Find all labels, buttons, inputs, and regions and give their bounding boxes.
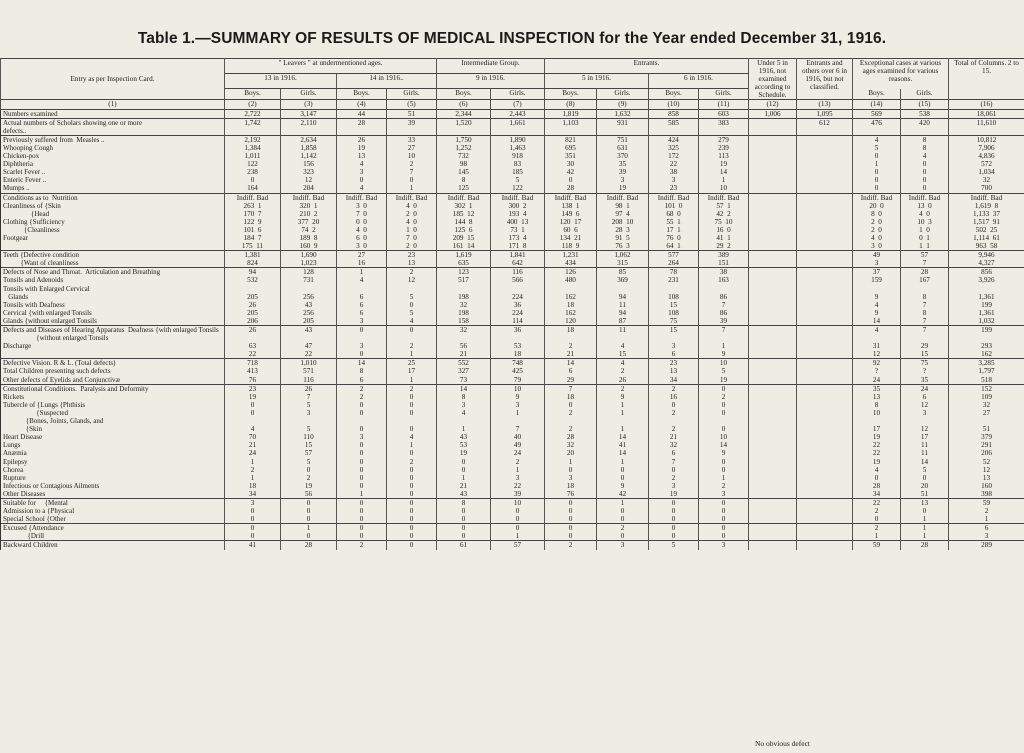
table-cell: 0 1 — [491, 524, 545, 541]
row-label: Conditions as to Nutrition Cleanliness of {Skin {Head Clothing {Sufficiency {Cleanliness Footgear — [1, 193, 225, 251]
table-cell: Indiff. Bad 20 0 8 0 2 0 2 0 4 0 3 0 — [853, 193, 901, 251]
table-cell: 389 151 — [699, 251, 749, 268]
header-boys: Boys. — [337, 89, 387, 100]
table-cell: 538 — [901, 109, 949, 118]
table-cell: 2 — [337, 541, 387, 550]
header-age-5: 5 in 1916. — [545, 74, 649, 89]
table-cell: 7 29 15 — [901, 326, 949, 359]
header-age-6: 6 in 1916. — [649, 74, 749, 89]
table-cell: 36 53 18 — [491, 326, 545, 359]
table-cell: 128 731 256 43 256 205 — [281, 268, 337, 326]
table-cell: 858 — [649, 109, 699, 118]
table-cell: 603 — [699, 109, 749, 118]
table-cell: 1,742 — [225, 118, 281, 135]
table-cell: 3,285 1,797 518 — [949, 359, 1024, 384]
table-cell: 18,061 — [949, 109, 1024, 118]
table-cell: 0 0 — [225, 524, 281, 541]
table-row — [1, 541, 1024, 550]
row-label: Suitable for {Mental Admission to a {Physical Special School {Other — [1, 498, 225, 523]
table-cell: 2,344 — [437, 109, 491, 118]
table-cell: 0 2 1 — [387, 326, 437, 359]
table-cell: 0 0 0 — [699, 498, 749, 523]
row-label: Backward Children — [1, 541, 225, 550]
header-boys: Boys. — [853, 89, 901, 100]
table-cell: 0 2 0 0 0 10 14 9 0 0 1 2 3 — [699, 384, 749, 498]
row-label: Constitutional Conditions. Paralysis and Deformity Rickets Tubercle of {Lungs {Phthisis {Suspected {Bones, Joints, Glands, and {Skin Heart Disease Lungs Anæmia Epilepsy Chorea Rupture Infectious or Contagious Ailments Other Diseases — [1, 384, 225, 498]
table-row — [1, 384, 1024, 498]
row-label: Excused {Attendance {Drill — [1, 524, 225, 541]
table-cell: 116 566 224 36 224 114 — [491, 268, 545, 326]
table-cell: 10 5 19 — [699, 359, 749, 384]
table-row — [1, 498, 1024, 523]
table-cell: 32 56 21 — [437, 326, 491, 359]
table-row — [1, 135, 1024, 193]
table-cell: 1,520 — [437, 118, 491, 135]
header-girls: Girls. — [699, 89, 749, 100]
header-total: Total of Columns. 2 to 15. — [949, 59, 1024, 100]
table-cell: 22 2 0 — [853, 498, 901, 523]
table-cell: 383 — [699, 118, 749, 135]
header-col-num: (5) — [387, 100, 437, 109]
table-cell — [749, 251, 797, 268]
table-cell: 199 293 162 — [949, 326, 1024, 359]
table-cell: Indiff. Bad 57 1 42 2 75 10 16 0 41 1 29 2 — [699, 193, 749, 251]
table-cell: 4 2 26 — [597, 359, 649, 384]
table-cell: 821 695 351 30 42 0 28 — [545, 135, 597, 193]
table-cell: 612 — [797, 118, 853, 135]
table-cell: 2 16 0 2 2 21 32 6 7 0 2 3 19 — [649, 384, 699, 498]
table-cell: 126 480 162 18 162 120 — [545, 268, 597, 326]
table-cell: 37 159 9 4 9 14 — [853, 268, 901, 326]
table-cell: 11,610 — [949, 118, 1024, 135]
table-cell: 28 — [901, 541, 949, 550]
table-row — [1, 118, 1024, 135]
table-row — [1, 326, 1024, 359]
table-cell: 2 0 — [597, 524, 649, 541]
header-col-num: (16) — [949, 100, 1024, 109]
table-cell: 3 — [699, 541, 749, 550]
row-label: Previously suffered from Measles .. Whooping Cough Chicken-pox Diphtheria Scarlet Fever .. Enteric Fever .. Mumps .. — [1, 135, 225, 193]
header-entrants: Entrants. — [545, 59, 749, 74]
table-cell — [797, 193, 853, 251]
header-leavers: " Leavers " at undermentioned ages. — [225, 59, 437, 74]
table-cell: Indiff. Bad 320 1 210 2 377 20 74 2 189 8 160 9 — [281, 193, 337, 251]
table-cell: 2,443 — [491, 109, 545, 118]
header-girls: Girls. — [597, 89, 649, 100]
table-cell: 0 3 0 — [337, 326, 387, 359]
table-cell: 18 2 21 — [545, 326, 597, 359]
table-cell: 1,010 571 116 — [281, 359, 337, 384]
table-cell: 1 1 — [901, 524, 949, 541]
header-col-num: (7) — [491, 100, 545, 109]
table-cell: 1,750 1,252 732 98 145 8 125 — [437, 135, 491, 193]
header-girls: Girls. — [901, 89, 949, 100]
table-cell: 23 13 34 — [649, 359, 699, 384]
table-cell: 1,103 — [545, 118, 597, 135]
table-cell: 1,632 — [597, 109, 649, 118]
table-cell: 10 0 0 — [491, 498, 545, 523]
header-under5: Under 5 in 1916, not examined according to Schedule. — [749, 59, 797, 100]
header-boys: Boys. — [545, 89, 597, 100]
row-label: Numbers examined — [1, 109, 225, 118]
table-cell: 2 2 0 0 0 3 0 0 0 0 0 0 1 — [337, 384, 387, 498]
table-cell: 57 — [491, 541, 545, 550]
table-cell: 4 5 0 1 0 0 0 — [853, 135, 901, 193]
table-row — [1, 268, 1024, 326]
table-cell: Indiff. Bad 4 0 2 0 4 0 1 0 7 0 2 0 — [387, 193, 437, 251]
table-cell: 569 — [853, 109, 901, 118]
table-cell: Indiff. Bad 302 1 185 12 144 8 125 6 209 15 161 14 — [437, 193, 491, 251]
table-cell: 28 — [281, 541, 337, 550]
table-cell: 931 — [597, 118, 649, 135]
table-cell: 123 517 198 32 198 158 — [437, 268, 491, 326]
table-cell: 27 16 — [337, 251, 387, 268]
table-cell: 1 0 0 — [597, 498, 649, 523]
table-cell: 5 — [649, 541, 699, 550]
table-cell: 28 167 8 7 8 7 — [901, 268, 949, 326]
table-cell: 577 264 — [649, 251, 699, 268]
header-col-num: (11) — [699, 100, 749, 109]
table-cell: 7 18 0 2 2 28 32 20 1 0 3 18 76 — [545, 384, 597, 498]
table-cell — [749, 541, 797, 550]
table-cell: 1 4 6 6 6 3 — [337, 268, 387, 326]
table-cell: 49 3 — [853, 251, 901, 268]
table-cell — [749, 359, 797, 384]
table-cell: 8 8 4 0 0 0 0 — [901, 135, 949, 193]
table-cell: 0 0 0 — [387, 498, 437, 523]
header-col-num: (3) — [281, 100, 337, 109]
table-row — [1, 109, 1024, 118]
header-col-num: (6) — [437, 100, 491, 109]
table-cell: 26 19 13 4 3 0 4 — [337, 135, 387, 193]
table-cell — [797, 541, 853, 550]
table-cell: 85 369 94 11 94 87 — [597, 268, 649, 326]
table-cell: 2 — [545, 541, 597, 550]
header-age-9: 9 in 1916. — [437, 74, 545, 89]
table-cell: 0 0 0 — [545, 498, 597, 523]
table-cell: 10 9 3 1 7 40 49 24 2 1 3 22 39 — [491, 384, 545, 498]
table-cell: 751 631 370 35 39 3 19 — [597, 135, 649, 193]
header-col-num: (4) — [337, 100, 387, 109]
table-cell: 3 0 0 — [225, 498, 281, 523]
table-cell: 0 0 — [545, 524, 597, 541]
table-cell: 33 27 10 2 7 0 1 — [387, 135, 437, 193]
table-cell — [749, 118, 797, 135]
table-cell: 28 — [337, 118, 387, 135]
table-cell: Indiff. Bad 300 2 193 4 400 13 73 1 173 4 171 8 — [491, 193, 545, 251]
table-cell: 1,619 635 — [437, 251, 491, 268]
header-boys: Boys. — [649, 89, 699, 100]
table-cell: 2,192 1,384 1,011 122 238 0 164 — [225, 135, 281, 193]
table-cell: 15 3 6 — [649, 326, 699, 359]
table-row — [1, 193, 1024, 251]
header-col-num: (8) — [545, 100, 597, 109]
table-cell: 57 7 — [901, 251, 949, 268]
table-cell — [797, 326, 853, 359]
page-title: Table 1.—SUMMARY OF RESULTS OF MEDICAL INSPECTION for the Year ended December 31, 1916. — [137, 30, 887, 47]
table-cell — [797, 268, 853, 326]
header-col-num: (2) — [225, 100, 281, 109]
table-cell: 0 — [387, 541, 437, 550]
row-label: Defective Vision. R & L. (Total defects) Total Children presenting such defects Other defects of Eyelids and Conjunctivæ — [1, 359, 225, 384]
table-cell: 2 1 — [853, 524, 901, 541]
table-cell: 94 532 205 26 205 206 — [225, 268, 281, 326]
table-cell: 26 7 5 3 5 110 15 57 5 0 2 19 56 — [281, 384, 337, 498]
table-cell: 0 0 0 — [649, 498, 699, 523]
table-cell: 2 12 5 0 5 4 — [387, 268, 437, 326]
footnote: No obvious defect — [755, 739, 810, 748]
table-cell: 152 109 32 27 51 379 291 206 52 12 13 160 398 — [949, 384, 1024, 498]
header-age-13: 13 in 1916. — [225, 74, 337, 89]
summary-table — [0, 58, 1024, 748]
header-col-num: (10) — [649, 100, 699, 109]
table-cell: 856 3,926 1,361 199 1,361 1,032 — [949, 268, 1024, 326]
table-cell: 3,147 — [281, 109, 337, 118]
header-over6: Entrants and others over 6 in 1916, but not classified. — [797, 59, 853, 100]
table-cell: 2,110 — [281, 118, 337, 135]
table-cell: 1,661 — [491, 118, 545, 135]
header-exceptional: Exceptional cases at various ages examined for various reasons. — [853, 59, 949, 89]
table-cell: 3 — [597, 541, 649, 550]
row-label: Defects and Diseases of Hearing Apparatus Deafness {with enlarged Tonsils {without enlarged Tonsils Discharge — [1, 326, 225, 359]
table-cell: 6 3 — [949, 524, 1024, 541]
table-cell: 2 0 0 0 0 4 1 0 2 0 0 0 0 — [387, 384, 437, 498]
table-cell: 0 0 0 — [281, 498, 337, 523]
header-boys: Boys. — [225, 89, 281, 100]
table-cell: Indiff. Bad 98 1 97 4 208 10 28 3 91 5 76 3 — [597, 193, 649, 251]
row-label: Teeth {Defective condition {Want of cleanliness — [1, 251, 225, 268]
table-cell: 41 — [225, 541, 281, 550]
table-cell — [749, 193, 797, 251]
table-cell: 25 17 1 — [387, 359, 437, 384]
header-entry: Entry as per Inspection Card. — [70, 75, 155, 84]
table-cell: 92 ? 24 — [853, 359, 901, 384]
table-cell: 0 0 — [699, 524, 749, 541]
table-cell: 75 ? 35 — [901, 359, 949, 384]
table-cell: 1,006 — [749, 109, 797, 118]
header-age-14: 14 in 1916.. — [337, 74, 437, 89]
table-cell: 43 47 22 — [281, 326, 337, 359]
table-cell: 1,690 1,023 — [281, 251, 337, 268]
table-cell — [749, 498, 797, 523]
table-cell: 11 4 15 — [597, 326, 649, 359]
table-cell — [797, 498, 853, 523]
table-cell: Indiff. Bad 1,619 8 1,133 37 1,517 91 502 25 1,114 61 963 58 — [949, 193, 1024, 251]
table-cell: 39 — [387, 118, 437, 135]
header-intermediate: Intermediate Group. — [437, 59, 545, 74]
table-cell: Indiff. Bad 101 0 68 0 55 1 17 1 76 0 64 1 — [649, 193, 699, 251]
table-cell: 748 425 79 — [491, 359, 545, 384]
table-cell — [749, 326, 797, 359]
header-col-num: (15) — [901, 100, 949, 109]
table-cell: 14 8 3 4 1 43 53 19 0 0 1 21 43 — [437, 384, 491, 498]
table-cell: 420 — [901, 118, 949, 135]
table-cell: 23 13 — [387, 251, 437, 268]
table-cell: 1,890 1,463 918 83 185 5 122 — [491, 135, 545, 193]
table-cell: 1,841 642 — [491, 251, 545, 268]
table-cell: 61 — [437, 541, 491, 550]
table-cell: 35 13 8 10 17 19 22 22 19 4 0 28 34 — [853, 384, 901, 498]
table-cell: 476 — [853, 118, 901, 135]
table-cell — [749, 524, 797, 541]
header-col-num: (1) — [1, 100, 225, 109]
table-cell: 7 1 9 — [699, 326, 749, 359]
table-cell: 585 — [649, 118, 699, 135]
table-cell: Indiff. Bad 263 1 170 7 122 9 101 6 184 7 175 11 — [225, 193, 281, 251]
table-cell — [797, 359, 853, 384]
table-cell — [749, 384, 797, 498]
table-cell: 2,722 — [225, 109, 281, 118]
header-col-num: (9) — [597, 100, 649, 109]
table-cell: 8 0 0 — [437, 498, 491, 523]
table-cell — [797, 135, 853, 193]
table-cell: 51 — [387, 109, 437, 118]
table-cell — [797, 251, 853, 268]
table-cell: Indiff. Bad 13 0 4 0 10 3 1 0 0 1 1 1 — [901, 193, 949, 251]
table-cell: 78 231 108 15 108 75 — [649, 268, 699, 326]
row-label: Actual numbers of Scholars showing one or more defects.. — [1, 118, 225, 135]
table-cell: 23 19 0 0 4 70 21 24 1 2 1 18 34 — [225, 384, 281, 498]
table-cell: 14 8 6 — [337, 359, 387, 384]
table-cell: 44 — [337, 109, 387, 118]
table-cell: 4 31 12 — [853, 326, 901, 359]
table-cell: 0 0 0 — [337, 498, 387, 523]
table-cell: 14 6 29 — [545, 359, 597, 384]
table-cell: 26 63 22 — [225, 326, 281, 359]
table-cell — [749, 135, 797, 193]
table-cell: 24 6 12 3 12 17 11 11 14 5 0 20 51 — [901, 384, 949, 498]
table-cell: 1,062 315 — [597, 251, 649, 268]
table-row — [1, 251, 1024, 268]
table-cell: 0 0 — [437, 524, 491, 541]
table-cell: 59 — [853, 541, 901, 550]
table-cell: 10,812 7,906 4,836 572 1,034 32 700 — [949, 135, 1024, 193]
table-cell — [797, 384, 853, 498]
header-girls: Girls. — [387, 89, 437, 100]
table-cell: 9,946 4,327 — [949, 251, 1024, 268]
header-girls: Girls. — [491, 89, 545, 100]
header-col-num: (13) — [797, 100, 853, 109]
table-cell: 2 9 1 1 1 14 41 14 1 0 0 9 42 — [597, 384, 649, 498]
table-cell: 1,819 — [545, 109, 597, 118]
table-cell — [797, 524, 853, 541]
table-cell: 1,231 434 — [545, 251, 597, 268]
table-cell: 0 0 — [387, 524, 437, 541]
header-boys: Boys. — [437, 89, 491, 100]
table-row — [1, 524, 1024, 541]
table-cell: 38 163 86 7 86 39 — [699, 268, 749, 326]
table-cell: 279 239 113 19 14 1 10 — [699, 135, 749, 193]
table-cell: 1,095 — [797, 109, 853, 118]
header-col-num: (14) — [853, 100, 901, 109]
header-col-num: (12) — [749, 100, 797, 109]
table-cell: 59 2 1 — [949, 498, 1024, 523]
table-row — [1, 359, 1024, 384]
table-cell: 2,634 1,858 1,142 156 323 12 204 — [281, 135, 337, 193]
row-label: Defects of Nose and Throat. Articulation and Breathing Tonsils and Adenoids Tonsils with Enlarged Cervical Glands Tonsils with Deafness Cervical {with enlarged Tonsils Glands {without enlarged Tonsils — [1, 268, 225, 326]
table-cell: 1 0 — [281, 524, 337, 541]
table-cell: 424 325 172 22 38 3 23 — [649, 135, 699, 193]
table-cell: 0 0 — [337, 524, 387, 541]
table-cell: 552 327 73 — [437, 359, 491, 384]
table-cell: 289 — [949, 541, 1024, 550]
table-cell: Indiff. Bad 138 1 149 6 120 17 60 6 134 21 118 9 — [545, 193, 597, 251]
table-cell: 13 0 1 — [901, 498, 949, 523]
table-cell — [749, 268, 797, 326]
table-cell: 1,381 824 — [225, 251, 281, 268]
header-girls: Girls. — [281, 89, 337, 100]
table-cell: 0 0 — [649, 524, 699, 541]
table-cell: 718 413 76 — [225, 359, 281, 384]
table-cell: Indiff. Bad 3 0 7 0 0 0 4 0 6 0 3 0 — [337, 193, 387, 251]
